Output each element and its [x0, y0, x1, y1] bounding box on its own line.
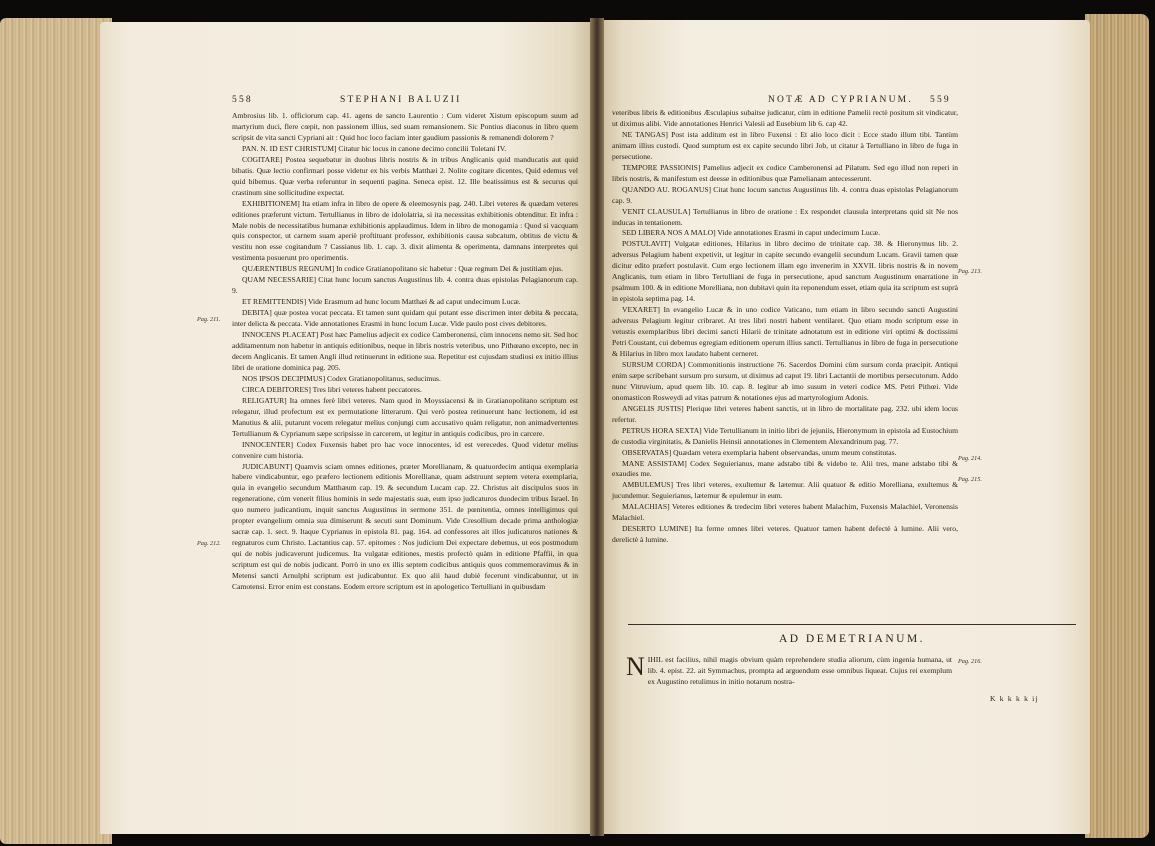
- note-paragraph: NOS IPSOS DECIPIMUS] Codex Gratianopolitanus, seducimus.: [242, 373, 441, 383]
- margin-note: Pag. 215.: [958, 476, 982, 483]
- note-paragraph: veteribus libris & editionibus Æsculapius subaitse judicatur, cùm in editione Pamelii rectè positum sit vindicatur, ut diximus alibi. Vide annotationes Henrici Valesii ad Eusebium lib 6. cap 42.: [612, 108, 958, 128]
- note-paragraph: SED LIBERA NOS A MALO] Vide annotationes Erasmi in caput undecimum Lucæ.: [622, 228, 880, 238]
- right-folio: 559: [930, 95, 951, 105]
- left-folio: 558: [232, 95, 253, 105]
- note-paragraph: DESERTO LUMINE] Ita ferme omnes libri veteres. Quatuor tamen habent defectè à lumine. Alii vero, derelictè à lumine.: [612, 524, 958, 545]
- drop-cap: N: [626, 652, 645, 681]
- note-paragraph: OBSERVATAS] Quædam vetera exemplaria habent observandas, unum meum constitutas.: [622, 447, 897, 457]
- note-paragraph: POSTULAVIT] Vulgatæ editiones, Hilarius in libro decimo de trinitate cap. 38. & Hieronymus lib. 2. adversus Pelagium habent expetivit, ut legitur in capite secundo evangelii secundum Lucam. Gravii tamen quæ dicitur edito præfert postulavit. Cum ergo lectionem illam ego invenerim in XXVII. libris nostris & in novem Anglicanis, tum etiam in libro Tertulliani de fuga in persecutione, apud sanctum Augustinum enarratione in psalmum 100. & in editione Morelliana, non dubitavi quin ita reponendum esset, etiam quia ita scriptum est suprà in epistola septima pag. 14.: [612, 239, 958, 304]
- note-paragraph: Ambrosius lib. 1. officiorum cap. 41. agens de sancto Laurentio : Cum videret Xistum episcopum suum ad martyrium duci, flere cœpit, non passionem illius, sed suam remansionem. Sic Pontius diaconus in libro quem scripsit de vita sancti Cypriani ait : Quid hoc loco faciam inter gaudium passionis & remanendi dolorem ?: [232, 111, 578, 142]
- section-title: AD DEMETRIANUM.: [778, 633, 926, 645]
- note-paragraph: TEMPORE PASSIONIS] Pamelius adjecit ex codice Camberonensi ad Pilatum. Sed ego illud non reperi in libris nostris, & manifestum est deesse in editionibus quæ Pamelianam antecesserunt.: [612, 162, 958, 183]
- margin-note: Pag. 216.: [958, 658, 982, 665]
- note-paragraph: NE TANGAS] Post ista additum est in libro Fuxensi : Et alio loco dicit : Ecce stado illum tibi. Tantùm animam illius custodi. Quod sumptum est ex capite secundo libri Job, ut citatur à Tertulliano in libro de fuga in persecutione.: [612, 129, 958, 161]
- right-page-text: [612, 108, 958, 546]
- note-paragraph: CIRCA DEBITORES] Tres libri veteres habent peccatores.: [242, 384, 422, 394]
- note-paragraph: EXHIBITIONEM] Ita etiam infra in libro de opere & eleemosynis pag. 240. Libri veteres & quædam veteres editiones præferunt victum. Tertullianus in libro de idololatria, si ita necessitas exhibitionis obtenditur. Et infra : Male nobis de necessitatibus humanæ exhibitionis applaudimus. Idem in libro de monogamia : Quod si vacquam quis conspector, ut carnem suam aperiè proftituant professor, exhibitionis causa subcatum, obtitus de victu & vestitu non esse cogitandum ? Cassianus lib. 1. cap. 3. dixit alimenta & operimenta, damnans interpretes qui vestimenta posuerunt pro operimentis.: [232, 198, 578, 263]
- book-gutter: [590, 18, 604, 836]
- right-page-edges: [1085, 14, 1149, 838]
- note-paragraph: PETRUS HORA SEXTA] Vide Tertullianum in initio libri de jejuniis, Hieronymum in epistola ad Eustochium de custodia virginitatis, & Danielis Heinsii annotationes in Clementem Alexandrinum pag. 77.: [612, 425, 958, 446]
- left-running-head: STEPHANI BALUZII: [340, 95, 462, 105]
- note-paragraph: DEBITA] quæ postea vocat peccata. Et tamen sunt quidam qui putant esse discrimen inter debita & peccata, inter delicta & peccata. Vide annotationes Erasmi in hunc locum Lucæ. Vide paulo post cives debitores.: [232, 308, 578, 329]
- note-paragraph: SURSUM CORDA] Commonitionis instructione 76. Sacerdos Domini cùm sursum corda præcipit. Antiqui enim sæpe scribebant sursum pro sursum, ut diximus ad caput 19. libri Lactantii de mortibus persecutorum. Addo nunc Vitruvium, apud quem lib. 10. cap. 8. legitur ab imo susum in veteri codice MS. Petri Pithœi. Vide onomasticon Rosweydi ad vitas patrum & notationes ejus ad martyrologium Adonis.: [612, 359, 958, 402]
- note-paragraph: QUANDO AU. ROGANUS] Citat hunc locum sanctus Augustinus lib. 4. contra duas epistolas Pelagianorum cap. 9.: [612, 184, 958, 205]
- margin-note: Pag. 214.: [958, 455, 982, 462]
- left-page-text: [232, 111, 578, 593]
- note-paragraph: ET REMITTENDIS] Vide Erasmum ad hunc locum Matthæi & ad caput undecimum Lucæ.: [242, 297, 521, 307]
- note-paragraph: VEXARET] In evangelio Lucæ & in uno codice Vaticano, tum etiam in libro secundo sancti Augustini adversus Pelagium legitur cribraret. At tres libri nostri habent ventilaret. Quo etiam modo scriptum esse in vetustis exemplaribus libri decimi sancti Hilarii de trinitate adnotatum est in editione viri optimi & doctissimi Petri Coustant, cui debemus egregiam editionem operum illius sancti. Tertullianus in libro de fuga in persecutione & Hilarius in libro mox laudato habent cerneret.: [612, 305, 958, 358]
- note-paragraph: AMBULEMUS] Tres libri veteres, exultemur & lætemur. Alii quatuor & editio Morelliana, exultemus & jucundemur. Seguierianus, lætemur & epulemur in eum.: [612, 480, 958, 501]
- signature-mark: K k k k k ij: [990, 694, 1039, 703]
- left-page-edges: [0, 18, 112, 844]
- section-opening: [626, 652, 952, 688]
- note-paragraph: QUÆRENTIBUS REGNUM] In codice Gratianopolitano sic habetur : Quæ regnum Dei & justitiam ejus.: [242, 264, 563, 274]
- note-paragraph: VENIT CLAUSULA] Tertullianus in libro de oratione : Ex respondet clausula interpretans quid sit Ne nos inducas in tentationem.: [612, 206, 958, 227]
- note-paragraph: PAN. N. ID EST CHRISTUM] Citatur hic locus in canone decimo concilii Toletani IV.: [242, 143, 507, 153]
- margin-note: Pag. 211.: [197, 316, 221, 323]
- note-paragraph: JUDICABUNT] Quamvis sciam omnes editiones, præter Morellianam, & quatuordecim antiqua exemplaria habere vindicabuntur, ego præfero lectionem editionis Morellianæ, quam adstruunt septem vetera exemplaria, quia in evangelio secundum Matthæum cap. 19. & secundum Lucam cap. 22. Christus ait discipulos suos in regeneratione, cùm venerit filius hominis in sede majestatis suæ, eum ipso judicaturos duodecim tribus Israel. In quo numero judicantium, inquit sanctus Augustinus in sermone 351. de pœnitentia, omnes intelligimus qui propter evangelium omnia sua dimiserunt & secuti sunt Dominum. Vide Cresollium decade prima anthologiæ sacræ cap. 1. sect. 9. Itaque Cyprianus in epistola 81. pag. 164. ad confessores ait illos judicaturos nationes & regnaturos cum Christo. Lactantius cap. 57. epitomes : Nos judicium Dei expectare debemus, ut eos postmodum qui de nobis judicaverunt judicemus. Ita vulgatæ editiones, mestis profectò quàm in editione Pfaffii, in qua scriptum est qui de nobis judicant. Porrò in uno ex illis septem codicibus antiquis quos commemoravimus & in Metensi sancti Arnulphi scriptum est judicabuntur. Ex quo alii haud dubiè fecerunt vindicabuntur, ut in Camotensi. Error enim est constans. Eodem errore scriptum est in apologetico Tertulliani in quibusdam: [232, 461, 578, 591]
- margin-note: Pag. 213.: [958, 268, 982, 275]
- note-paragraph: COGITARE] Postea sequebatur in duobus libris nostris & in tribus Anglicanis quid manducatis aut quid bibatis. Quæ lectio confirmari posse videtur ex his verbis Matthæi 2. Nolite cogitare dicentes, Quid edemus vel quid bibemus. Quæ verba referuntur in sequenti pagina. Seneca epist. 12. Ille beatissimus est & securus qui crastinum sine sollicitudine expectat.: [232, 154, 578, 197]
- note-paragraph: ANGELIS JUSTIS] Plerique libri veteres habent sanctis, ut in libro de mortalitate pag. 232. ubi idem locus refertur.: [612, 403, 958, 424]
- note-paragraph: MANE ASSISTAM] Codex Seguierianus, mane adstabo tibi & videbo te. Alii tres, mane adstabo tibi & exaudies me.: [612, 458, 958, 479]
- note-paragraph: MALACHIAS] Veteres editiones & tredecim libri veteres habent Malachim, Fuxensis Malachiel, Veronensis Malachiel.: [612, 502, 958, 523]
- section-text: IHIL est facilius, nihil magis obvium quàm reprehendere studia aliorum, cùm ingenia humana, ut lib. 4. epist. 22. ait Symmachus, prompta ad arguendum esse omnibus liqueat. Cujus rei exemplum ex Augustino retulimus in initio notarum nostra-: [647, 655, 952, 686]
- margin-note: Pag. 212.: [197, 540, 221, 547]
- note-paragraph: INNOCENS PLACEAT] Post hæc Pamelius adjecit ex codice Camberonensi, cùm innocens nemo sit. Sed hoc additamentum non habetur in antiquis editionibus, neque in libris nostris veteribus, uno Pithœano excepto, nec in decem Anglicanis. Et tamen Angli illud retinuerunt in editione sua. Repetitur est cujusdam studiosi ex initio illius libri de oratione dominica pag. 205.: [232, 330, 578, 372]
- note-paragraph: QUAM NECESSARIE] Citat hunc locum sanctus Augustinus lib. 4. contra duas epistolas Pelagianorum cap. 9.: [232, 275, 578, 296]
- right-running-head: NOTÆ AD CYPRIANUM.: [768, 95, 913, 105]
- note-paragraph: INNOCENTER] Codex Fuxensis habet pro hac voce innocentes, id est verecedes. Quod videtur melius convenire cum historia.: [232, 439, 578, 460]
- section-rule: [628, 624, 1076, 625]
- note-paragraph: RELIGATUR] Ita omnes ferè libri veteres. Nam quod in Moyssiacensi & in Gratianopolitano scriptum est relegatur, illud profectum est ex permutatione litterarum. Qui verò postea retinuerunt hanc lectionem, id est Manutius & alii, putarunt vocem relegatur melius conjungi cum accusativo quàm religatur, non animadvertentes Tertullianum & Cyprianum sæpe scripsisse in carcerem, ut legitur in antiquis codicibus, pro in carcere.: [232, 395, 578, 438]
